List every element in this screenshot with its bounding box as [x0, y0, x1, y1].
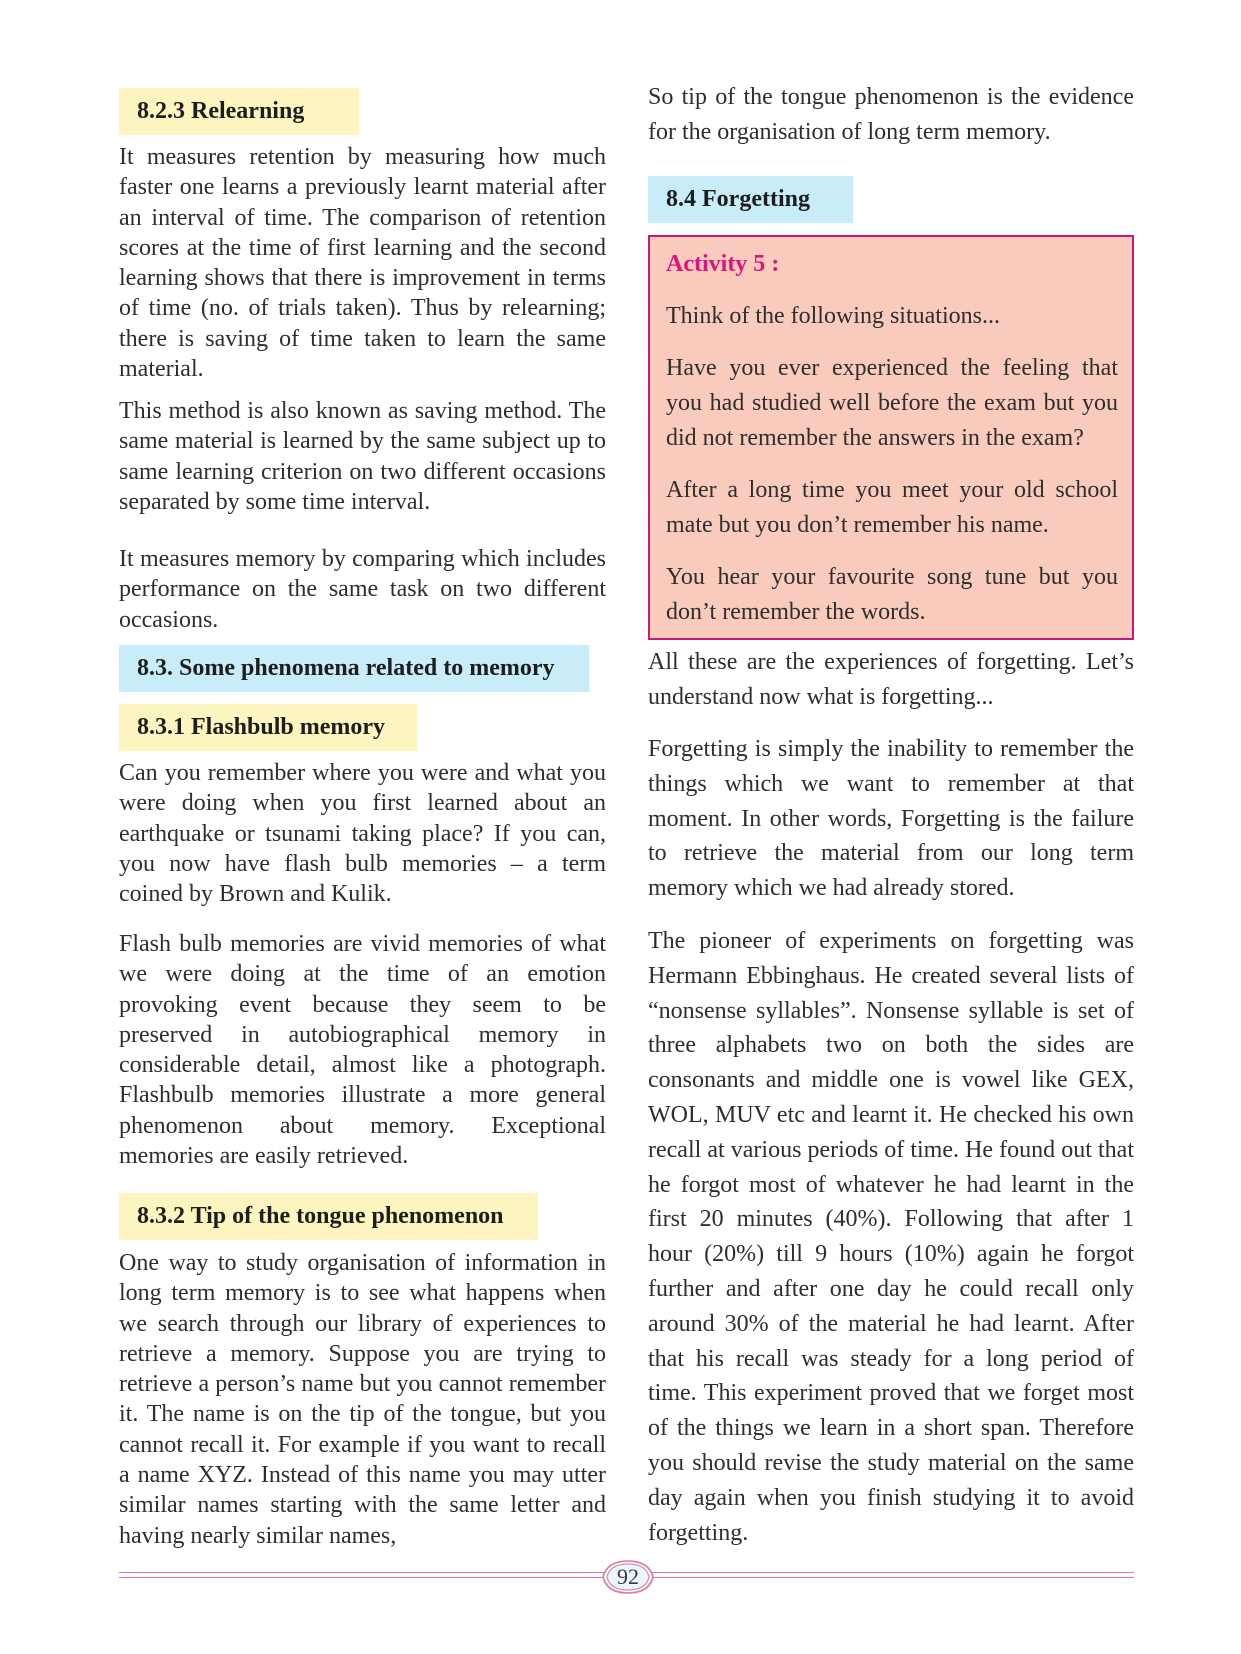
- relearning-paragraph-1: It measures retention by measuring how much faster one learns a previously learnt material after an interval of time. The comparison of retention scores at the time of first learning and the second learning shows that there is improvement in terms of time (no. of trials taken). Thus by relearning; there is saving of time taken to learn the same material.: [119, 144, 606, 383]
- section-heading-relearning: 8.2.3 Relearning: [119, 88, 359, 135]
- activity-intro: Think of the following situations...: [666, 303, 1000, 329]
- page-number-badge: [593, 1558, 663, 1596]
- section-heading-flashbulb: 8.3.1 Flashbulb memory: [119, 704, 417, 751]
- tip-of-tongue-paragraph: One way to study organisation of information in long term memory is to see what happens when we search through our library of experiences to retrieve a memory. Suppose you are trying to retrieve a person’s name but you cannot remember it. The name is on the tip of the tongue, but you cannot recall it. For example if you want to recall a name XYZ. Instead of this name you may utter similar names starting with the same letter and having nearly similar names,: [119, 1250, 606, 1549]
- activity-box: [648, 235, 1134, 640]
- activity-question-1: Have you ever experienced the feeling that you had studied well before the exam but you did not remember the answers in the exam?: [666, 355, 1118, 451]
- activity-title: Activity 5 :: [666, 251, 780, 277]
- tip-of-tongue-conclusion: So tip of the tongue phenomenon is the evidence for the organisation of long term memory.: [648, 84, 1134, 145]
- flashbulb-paragraph-1: Can you remember where you were and what you were doing when you first learned about an earthquake or tsunami taking place? If you can, you now have flash bulb memories – a term coined by Brown and Kulik.: [119, 760, 606, 908]
- relearning-paragraph-3: It measures memory by comparing which includes performance on the same task on two different occasions.: [119, 546, 606, 633]
- page-number: 92: [617, 1564, 639, 1589]
- forgetting-paragraph-2: Forgetting is simply the inability to remember the things which we want to remember at that moment. In other words, Forgetting is the failure to retrieve the material from our long term memory which we had already stored.: [648, 736, 1134, 902]
- activity-question-2: After a long time you meet your old school mate but you don’t remember his name.: [666, 477, 1118, 538]
- relearning-paragraph-2: This method is also known as saving method. The same material is learned by the same subject up to same learning criterion on two different occasions separated by some time interval.: [119, 398, 606, 515]
- section-heading-tip-of-tongue: 8.3.2 Tip of the tongue phenomenon: [119, 1193, 538, 1240]
- forgetting-paragraph-3: The pioneer of experiments on forgetting was Hermann Ebbinghaus. He created several lists of “nonsense syllables”. Nonsense syllable is set of three alphabets two on both the sides are consonants and middle one is vowel like GEX, WOL, MUV etc and learnt it. He checked his own recall at various periods of time. He found out that he forgot most of whatever he had learnt in the first 20 minutes (40%). Following that after 1 hour (20%) till 9 hours (10%) again he forgot further and after one day he could recall only around 30% of the material he had learnt. After that his recall was steady for a long period of time. This experiment proved that we forget most of the things we learn in a short span. Therefore you should revise the study material on the same day again when you finish studying it to avoid forgetting.: [648, 928, 1134, 1546]
- forgetting-paragraph-1: All these are the experiences of forgetting. Let’s understand now what is forgetting...: [648, 649, 1134, 710]
- section-heading-phenomena: 8.3. Some phenomena related to memory: [119, 645, 589, 692]
- activity-question-3: You hear your favourite song tune but you don’t remember the words.: [666, 564, 1118, 625]
- section-heading-forgetting: 8.4 Forgetting: [648, 176, 853, 223]
- flashbulb-paragraph-2: Flash bulb memories are vivid memories of what we were doing at the time of an emotion provoking event because they seem to be preserved in autobiographical memory in considerable detail, almost like a photograph. Flashbulb memories illustrate a more general phenomenon about memory. Exceptional memories are easily retrieved.: [119, 931, 606, 1170]
